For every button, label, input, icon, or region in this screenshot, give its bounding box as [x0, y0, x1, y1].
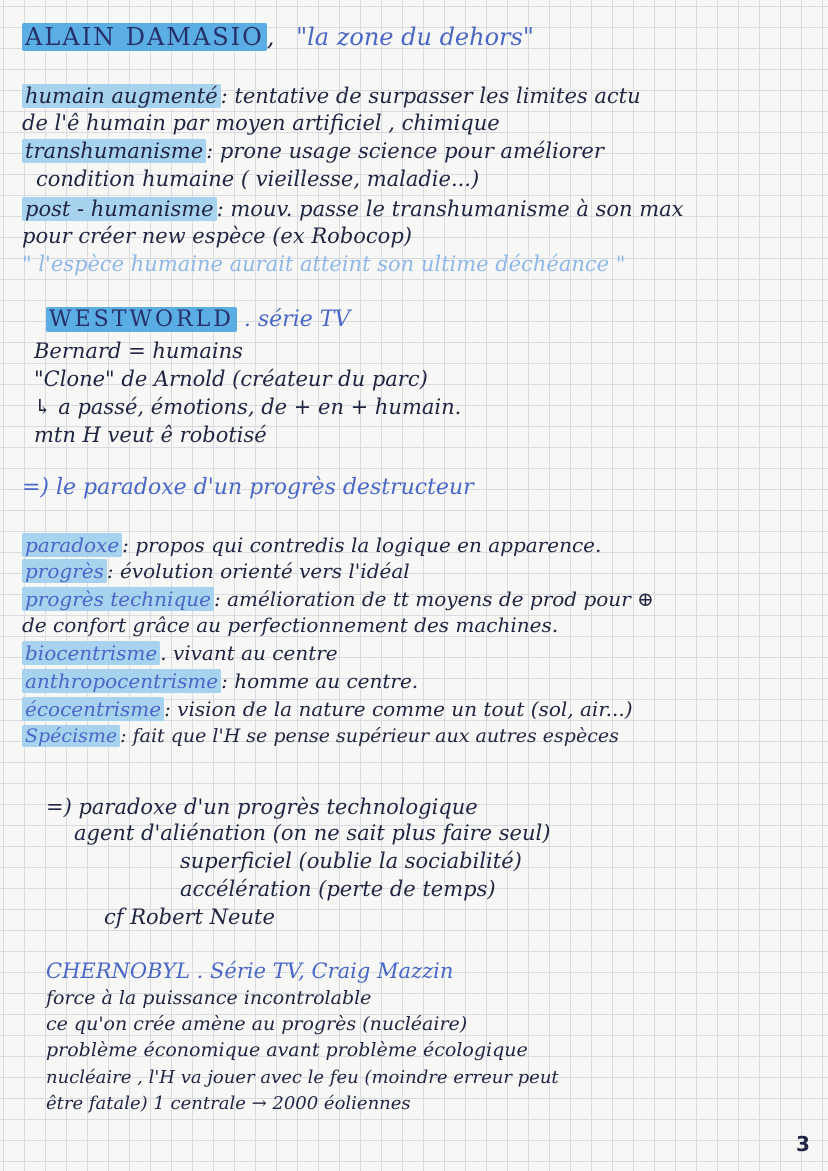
- definition: : prone usage science pour améliorer: [206, 139, 604, 163]
- definition-line: [22, 534, 601, 556]
- term: paradoxe: [22, 533, 122, 557]
- term: biocentrisme: [22, 641, 160, 665]
- definition-line: [22, 698, 633, 720]
- definition: : tentative de surpasser les limites actu: [220, 84, 641, 108]
- definition: de l'ê humain par moyen artificiel , chimique: [22, 111, 500, 135]
- term: transhumanisme: [22, 139, 206, 163]
- note-line: ↳ a passé, émotions, de + en + humain.: [34, 395, 462, 419]
- definition-line: [22, 614, 558, 636]
- definition: : mouv. passe le transhumanisme à son max: [216, 197, 684, 221]
- definition: : amélioration de tt moyens de prod pour ⊕: [213, 587, 654, 611]
- note-line: cf Robert Neute: [104, 905, 275, 929]
- author-sep: ,: [266, 23, 275, 51]
- definition: . vivant au centre: [160, 641, 338, 665]
- note-line: [22, 140, 604, 163]
- note-line: superficiel (oublie la sociabilité): [180, 849, 522, 873]
- note-line: [22, 112, 500, 135]
- term: humain augmenté: [22, 84, 221, 108]
- term: écocentrisme: [22, 697, 164, 721]
- definition: condition humaine ( vieillesse, maladie...): [36, 167, 480, 191]
- note-line: [22, 85, 641, 108]
- note-line: [36, 168, 479, 191]
- term: Spécisme: [22, 725, 120, 747]
- definition-line: [22, 670, 418, 692]
- note-line: Bernard = humains: [34, 339, 243, 363]
- note-line: nucléaire , l'H va jouer avec le feu (moindre erreur peut: [46, 1067, 559, 1088]
- definition-line: [22, 560, 410, 582]
- note-line: "Clone" de Arnold (créateur du parc): [34, 367, 428, 391]
- definition: de confort grâce au perfectionnement des machines.: [22, 613, 559, 637]
- term: anthropocentrisme: [22, 669, 221, 693]
- westworld-subtitle: . série TV: [243, 307, 351, 332]
- chernobyl-heading: CHERNOBYL . Série TV, Craig Mazzin: [46, 959, 454, 983]
- definition-line: [22, 588, 654, 610]
- note-line: agent d'aliénation (on ne sait plus faire seul): [74, 821, 551, 845]
- note-line: être fatale) 1 centrale → 2000 éoliennes: [46, 1093, 411, 1114]
- note-line: mtn H veut ê robotisé: [34, 423, 267, 447]
- note-line: problème économique avant problème écologique: [46, 1039, 528, 1061]
- note-line: [22, 198, 684, 221]
- tech-paradox-heading: =) paradoxe d'un progrès technologique: [46, 795, 478, 819]
- note-line: ce qu'on crée amène au progrès (nucléaire): [46, 1013, 468, 1035]
- quote: " l'espèce humaine aurait atteint son ultime déchéance ": [22, 252, 626, 276]
- definition: : propos qui contredis la logique en apparence.: [122, 533, 602, 557]
- westworld-title: WESTWORLD: [46, 307, 237, 332]
- note-line: [22, 225, 412, 248]
- page-number: 3: [796, 1132, 810, 1156]
- definition: pour créer new espèce (ex Robocop): [22, 224, 412, 248]
- definition: : fait que l'H se pense supérieur aux autres espèces: [120, 725, 619, 747]
- definition: : vision de la nature comme un tout (sol, air...): [164, 697, 633, 721]
- definition: : homme au centre.: [221, 669, 419, 693]
- term: post - humanisme: [22, 197, 217, 221]
- note-line: force à la puissance incontrolable: [46, 987, 372, 1009]
- definition-line: [22, 642, 338, 664]
- author-name: ALAIN DAMASIO: [22, 23, 267, 51]
- term: progrès technique: [22, 587, 214, 611]
- westworld-heading: [46, 308, 350, 332]
- definition-line: [22, 726, 619, 747]
- note-line: accélération (perte de temps): [180, 877, 496, 901]
- definition: : évolution orienté vers l'idéal: [106, 559, 410, 583]
- paradox-heading: =) le paradoxe d'un progrès destructeur: [22, 475, 474, 500]
- author-heading: [22, 24, 534, 50]
- work-title: "la zone du dehors": [296, 23, 534, 51]
- term: progrès: [22, 559, 107, 583]
